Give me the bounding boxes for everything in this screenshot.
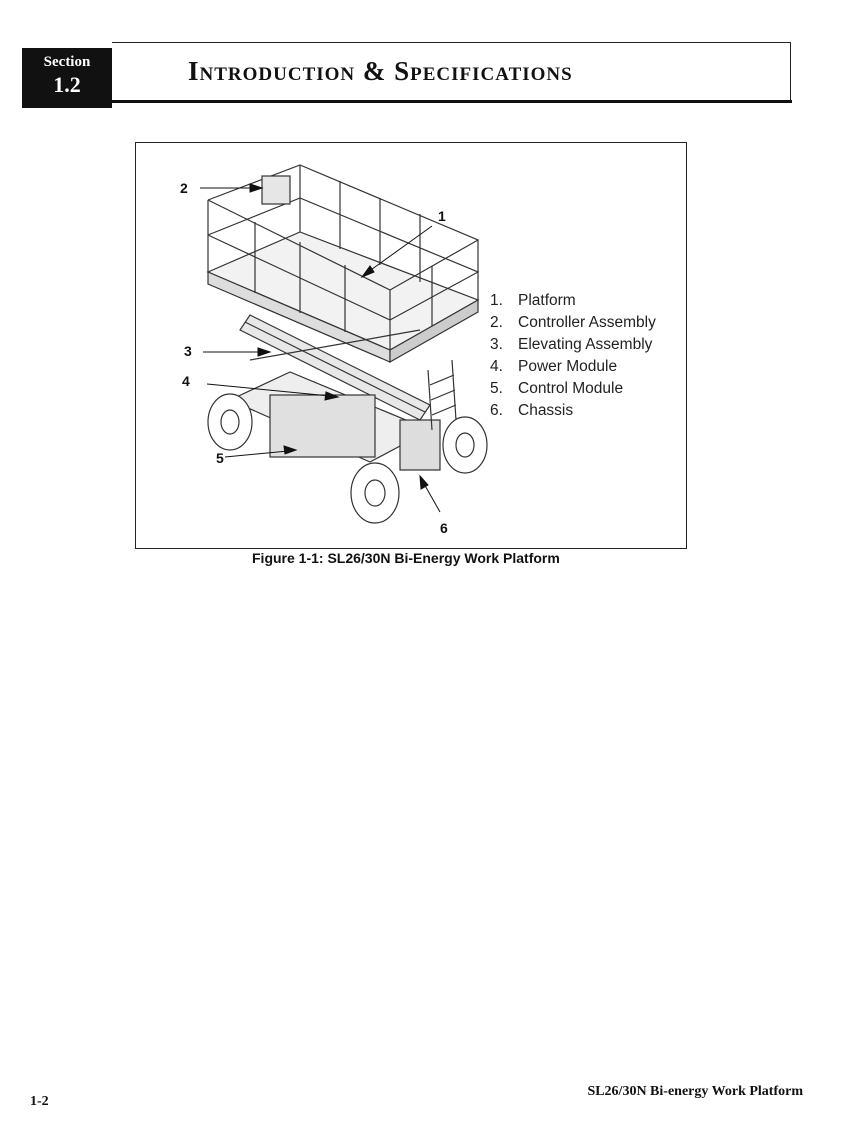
legend-item <box>490 336 656 358</box>
legend-num: 2. <box>490 314 503 331</box>
callout-1: 1 <box>438 208 446 224</box>
legend-label: Elevating Assembly <box>518 336 653 353</box>
legend-item <box>490 402 656 424</box>
figure-caption: Figure 1-1: SL26/30N Bi-Energy Work Platform <box>252 550 560 566</box>
legend-item <box>490 292 656 314</box>
page-title: Introduction & Specifications <box>188 56 573 86</box>
legend-label: Chassis <box>518 402 574 419</box>
legend-num: 5. <box>490 380 503 397</box>
legend-label: Power Module <box>518 358 618 375</box>
callout-3: 3 <box>184 343 192 359</box>
component-legend <box>490 292 656 424</box>
legend-num: 6. <box>490 402 503 419</box>
legend-num: 1. <box>490 292 503 309</box>
page-number: 1-2 <box>30 1094 49 1109</box>
legend-item <box>490 314 656 336</box>
wheel <box>351 463 399 523</box>
section-label: Section <box>43 54 91 70</box>
legend-num: 3. <box>490 336 503 353</box>
section-number: 1.2 <box>53 72 81 97</box>
legend-item <box>490 358 656 380</box>
wheel <box>208 394 252 450</box>
legend-num: 4. <box>490 358 503 375</box>
legend-label: Controller Assembly <box>518 314 656 331</box>
wheel <box>443 417 487 473</box>
legend-item <box>490 380 656 402</box>
callout-4: 4 <box>182 373 190 389</box>
legend-label: Control Module <box>518 380 624 397</box>
callout-5: 5 <box>216 450 224 466</box>
legend-label: Platform <box>518 292 576 309</box>
footer-doc-title: SL26/30N Bi-energy Work Platform <box>587 1084 803 1099</box>
callout-2: 2 <box>180 180 188 196</box>
controller-box <box>262 176 290 204</box>
callout-6: 6 <box>440 520 448 536</box>
